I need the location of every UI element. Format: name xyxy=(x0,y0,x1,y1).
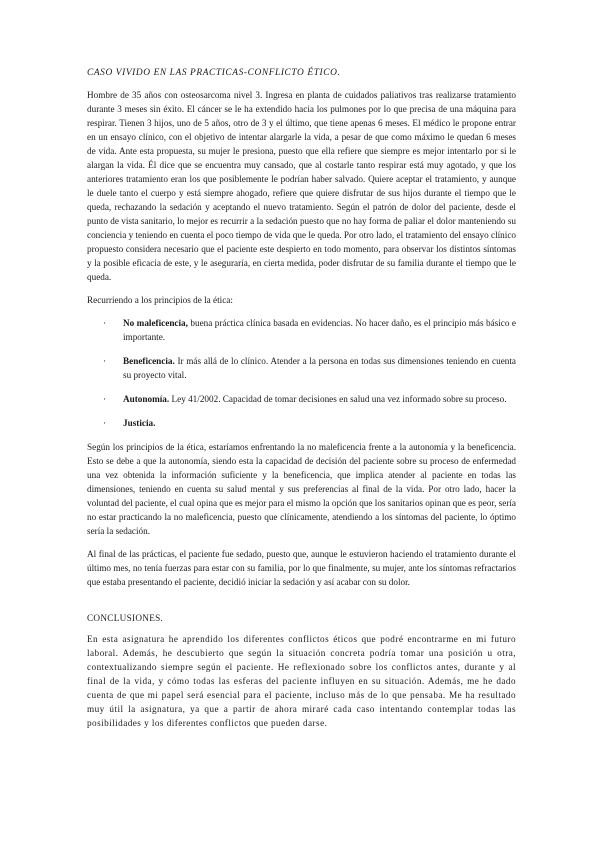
conclusions-heading: CONCLUSIONES. xyxy=(87,613,164,623)
principle-item-justicia xyxy=(87,416,516,430)
principles-list xyxy=(87,316,516,430)
principle-text: Ley 41/2002. Capacidad de tomar decisiones en salud una vez informado sobre su proceso. xyxy=(169,394,507,404)
principle-label: Justicia. xyxy=(123,418,156,428)
bullet-icon: · xyxy=(103,318,107,328)
principle-item-beneficencia xyxy=(87,354,516,382)
principle-item-no-maleficencia xyxy=(87,316,516,344)
principle-label: No maleficencia, xyxy=(123,318,188,328)
bullet-icon: · xyxy=(103,394,107,404)
bullet-icon: · xyxy=(103,356,107,366)
conclusions-paragraph: En esta asignatura he aprendido los diferentes conflictos éticos que podré encontrarme en mi futuro laboral. Además, he descubierto que según la situación concreta podría tomar una posición u otra, contextualizando siempre según el paciente. He reflexionado sobre los conflictos antes, durante y al final de la vida, y cómo todas las esferas del paciente influyen en su situación. Además, me he dado cuenta de que mi papel será esencial para el paciente, incluso más de lo que pensaba. Me ha resultado muy útil la asignatura, ya que a partir de ahora miraré cada caso intentando contemplar todas las posibilidades y los diferentes conflictos que pueden darse. xyxy=(87,634,516,728)
principle-text: buena práctica clínica basada en evidencias. No hacer daño, es el principio más básico e importante. xyxy=(123,318,516,342)
principle-item-autonomia xyxy=(87,392,516,406)
bullet-icon: · xyxy=(103,418,107,428)
case-outcome-paragraph: Al final de las prácticas, el paciente fue sedado, puesto que, aunque le estuvieron haciendo el tratamiento durante el último mes, no tenía fuerzas para estar con su familia, por lo que finalmente, su mujer, ante los síntomas refractarios que estaba presentando el paciente, decidió iniciar la sedación y así acabar con su dolor. xyxy=(87,549,516,587)
principle-label: Beneficencia. xyxy=(123,356,175,366)
principles-intro: Recurriendo a los principios de la ética: xyxy=(87,295,233,305)
case-description-paragraph: Hombre de 35 años con osteosarcoma nivel 3. Ingresa en planta de cuidados paliativos tras realizarse tratamiento durante 3 meses sin éxito. El cáncer se le ha extendido hacia los pulmones por lo que precisa de una máquina para respirar. Tienen 3 hijos, uno de 5 años, otro de 3 y el último, que tiene apenas 6 meses. El médico le propone entrar en un ensayo clínico, con el objetivo de intentar alargarle la vida, a pesar de que como máximo le quedan 6 meses de vida. Ante esta propuesta, su mujer le presiona, puesto que ella refiere que siempre es mejor intentarlo por si le alargan la vida. Él dice que se encuentra muy cansado, que al costarle tanto respirar está muy agotado, y que los anteriores tratamiento eran los que posiblemente le podrían haber salvado. Quiere aceptar el tratamiento, y aunque le duele tanto el cuerpo y está siempre ahogado, refiere que quiere disfrutar de sus hijos durante el tiempo que le queda, rechazando la sedación y aceptando el nuevo tratamiento. Según el patrón de dolor del paciente, desde el punto de vista sanitario, lo mejor es recurrir a la sedación puesto que no hay forma de paliar el dolor manteniendo su conciencia y teniendo en cuenta el poco tiempo de vida que le queda. Por otro lado, el tratamiento del ensayo clínico propuesto considera necesario que el paciente este despierto en todo momento, para observar los distintos síntomas y la posible eficacia de este, y le aseguraría, en cierta medida, poder disfrutar de su familia durante el tiempo que le queda. xyxy=(87,90,516,282)
principle-label: Autonomía. xyxy=(123,394,170,404)
ethics-analysis-paragraph: Según los principios de la ética, estaríamos enfrentando la no maleficencia frente a la autonomía y la beneficencia. Esto se debe a que la autonomía, siendo esta la capacidad de decisión del paciente sobre su proceso de enfermedad una vez obtenida la información suficiente y la beneficencia, que implica atender al paciente en todas las dimensiones, teniendo en cuenta su salud mental y sus preferencias al final de la vida. Por otro lado, hacer la voluntad del paciente, el cual opina que es mejor para el mismo la opción que los sanitarios opinan que es peor, sería no estar practicando la no maleficencia, puesto que clínicamente, atendiendo a los síntomas del paciente, lo óptimo sería la sedación. xyxy=(87,442,517,536)
document-page xyxy=(87,66,516,739)
document-title: CASO VIVIDO EN LAS PRACTICAS-CONFLICTO ÉTICO. xyxy=(87,68,341,78)
principle-text: Ir más allá de lo clínico. Atender a la persona en todas sus dimensiones teniendo en cuenta su proyecto vital. xyxy=(123,356,516,380)
